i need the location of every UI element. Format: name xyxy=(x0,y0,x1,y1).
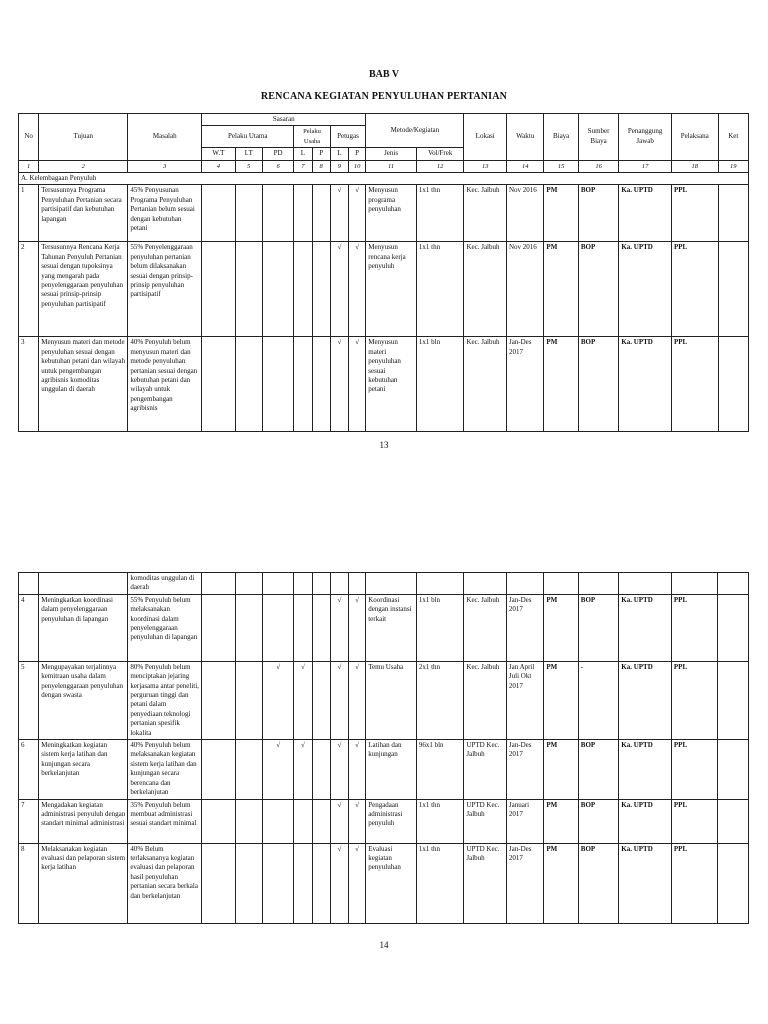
col-index: 10 xyxy=(348,160,365,172)
col-index: 5 xyxy=(235,160,262,172)
col-index: 18 xyxy=(671,160,718,172)
row-biaya: PM xyxy=(544,843,578,923)
row-biaya: PM xyxy=(544,242,578,337)
row-check-wt xyxy=(202,661,235,739)
row-biaya: PM xyxy=(544,337,578,432)
row-number: 1 xyxy=(19,185,39,242)
col-index: 12 xyxy=(416,160,464,172)
row-penanggung-jawab: Ka. UPTD xyxy=(619,185,672,242)
row-number: 4 xyxy=(19,594,39,661)
row-check-pd xyxy=(262,337,293,432)
row-pelaksana: PPL xyxy=(671,242,718,337)
row-check-l-usaha xyxy=(294,799,312,843)
row-waktu: Jan April Juli Okt 2017 xyxy=(506,661,543,739)
table-row xyxy=(19,661,749,739)
table-row xyxy=(19,843,749,923)
row-check-p-usaha xyxy=(312,185,330,242)
activity-plan-table-page-13 xyxy=(18,113,749,432)
header-lokasi: Lokasi xyxy=(464,114,507,161)
row-check-p-usaha xyxy=(312,740,330,799)
header-biaya: Biaya xyxy=(544,114,578,161)
table-row xyxy=(19,594,749,661)
row-pelaksana: PPL xyxy=(671,661,718,739)
chapter-heading: BAB V xyxy=(368,69,400,80)
row-ket xyxy=(718,242,748,337)
row-check-p-petugas: √ xyxy=(349,843,366,923)
header-it: I.T xyxy=(235,148,262,160)
section-heading: A. Kelembagaan Penyuluh xyxy=(19,173,749,185)
row-tujuan: Mengadakan kegiatan administrasi penyuluh dengan standart minimal administrasi xyxy=(39,799,128,843)
row-check-pd xyxy=(262,242,293,337)
row-volfrek: 1x1 thn xyxy=(416,799,464,843)
row-check-p-usaha xyxy=(312,594,330,661)
document-title: RENCANA KEGIATAN PENYULUHAN PERTANIAN xyxy=(260,91,508,102)
page-number: 13 xyxy=(379,440,389,450)
col-index: 13 xyxy=(464,160,507,172)
row-number: 3 xyxy=(19,337,39,432)
continuation-tujuan xyxy=(39,573,128,595)
header-pd: PD xyxy=(262,148,293,160)
row-check-l-usaha xyxy=(294,594,312,661)
row-pelaksana: PPL xyxy=(671,185,718,242)
row-volfrek: 1x1 thn xyxy=(416,843,464,923)
row-check-p-petugas: √ xyxy=(349,661,366,739)
row-penanggung-jawab: Ka. UPTD xyxy=(619,799,672,843)
row-ket xyxy=(718,594,749,661)
row-penanggung-jawab: Ka. UPTD xyxy=(619,661,672,739)
row-check-pd xyxy=(262,799,293,843)
row-number: 7 xyxy=(19,799,39,843)
row-lokasi: UPTD Kec. Jalbuh xyxy=(464,799,507,843)
row-pelaksana: PPL xyxy=(671,843,718,923)
row-sumber-biaya: BOP xyxy=(578,242,618,337)
col-index: 7 xyxy=(294,160,312,172)
row-masalah: 40% Belum terlaksananya kegiatan evaluasi dan pelaporan hasil penyuluhan pertanian secara berkala dan berkelanjutan xyxy=(128,843,202,923)
row-lokasi: Kec. Jalbuh xyxy=(464,242,507,337)
row-check-pd xyxy=(262,843,293,923)
row-volfrek: 1x1 bln xyxy=(416,594,464,661)
row-check-l-petugas: √ xyxy=(330,185,348,242)
row-check-l-usaha xyxy=(294,185,312,242)
row-sumber-biaya: BOP xyxy=(578,337,618,432)
row-masalah: 55% Penyuluh belum melaksanakan koordinasi dalam penyelenggaraan penyuluhan di lapangan xyxy=(128,594,202,661)
header-l-usaha: L xyxy=(294,148,312,160)
row-check-pd xyxy=(262,594,293,661)
row-tujuan: Meningkatkan koordinasi dalam penyelenggaraan penyuluhan di lapangan xyxy=(39,594,128,661)
row-masalah: 55% Penyelenggaraan penyuluhan pertanian belum dilaksanakan sesuai dengan prinsip-prinsip penyuluhan partisipatif xyxy=(128,242,202,337)
header-pelaku-utama: Pelaku Utama xyxy=(202,126,294,148)
row-pelaksana: PPL xyxy=(671,337,718,432)
row-lokasi: Kec. Jalbuh xyxy=(464,185,507,242)
row-number: 5 xyxy=(19,661,39,739)
row-check-wt xyxy=(202,242,235,337)
row-pelaksana: PPL xyxy=(671,594,718,661)
col-index: 19 xyxy=(718,160,748,172)
row-waktu: Nov 2016 xyxy=(506,185,543,242)
row-ket xyxy=(718,799,749,843)
row-check-l-petugas: √ xyxy=(330,242,348,337)
row-waktu: Januari 2017 xyxy=(506,799,543,843)
row-check-l-petugas: √ xyxy=(330,843,348,923)
row-check-it xyxy=(235,594,262,661)
row-check-p-usaha xyxy=(312,337,330,432)
row-check-wt xyxy=(202,185,235,242)
row-check-it xyxy=(235,242,262,337)
col-index: 4 xyxy=(202,160,235,172)
row-pelaksana: PPL xyxy=(671,740,718,799)
row-check-l-petugas: √ xyxy=(330,740,348,799)
header-p-usaha: P xyxy=(312,148,330,160)
row-lokasi: Kec. Jalbuh xyxy=(464,594,507,661)
row-check-p-petugas: √ xyxy=(348,185,365,242)
row-check-p-petugas: √ xyxy=(348,337,365,432)
header-sasaran: Sasaran xyxy=(202,114,366,126)
header-volfrek: Vol/Frek xyxy=(416,148,464,160)
col-index: 2 xyxy=(39,160,128,172)
row-check-p-petugas: √ xyxy=(349,799,366,843)
row-sumber-biaya: BOP xyxy=(578,740,618,799)
header-waktu: Waktu xyxy=(506,114,543,161)
header-no: No xyxy=(19,114,39,161)
row-check-l-usaha: √ xyxy=(294,740,312,799)
header-l-petugas: L xyxy=(330,148,348,160)
row-sumber-biaya: BOP xyxy=(578,799,618,843)
row-check-it xyxy=(235,799,262,843)
row-volfrek: 1x1 thn xyxy=(416,185,464,242)
row-jenis: Temu Usaha xyxy=(366,661,417,739)
table-row xyxy=(19,337,749,432)
col-index: 17 xyxy=(619,160,672,172)
row-lokasi: UPTD Kec. Jalbuh xyxy=(464,843,507,923)
table-row xyxy=(19,242,749,337)
row-check-wt xyxy=(202,740,235,799)
row-check-wt xyxy=(202,337,235,432)
row-penanggung-jawab: Ka. UPTD xyxy=(619,594,672,661)
row-check-it xyxy=(235,740,262,799)
row-check-l-petugas: √ xyxy=(330,661,348,739)
row-waktu: Jan-Des 2017 xyxy=(506,337,543,432)
row-volfrek: 2x1 thn xyxy=(416,661,464,739)
row-volfrek: 1x1 bln xyxy=(416,337,464,432)
header-petugas: Petugas xyxy=(330,126,366,148)
row-masalah: 35% Penyuluh belum membuat administrasi sesuai standart minimal xyxy=(128,799,202,843)
row-check-it xyxy=(235,185,262,242)
row-number: 8 xyxy=(19,843,39,923)
row-check-it xyxy=(235,661,262,739)
row-check-p-usaha xyxy=(312,799,330,843)
continuation-no xyxy=(19,573,39,595)
row-ket xyxy=(718,843,749,923)
row-biaya: PM xyxy=(544,740,578,799)
row-check-l-usaha xyxy=(294,337,312,432)
row-penanggung-jawab: Ka. UPTD xyxy=(619,740,672,799)
row-check-p-petugas: √ xyxy=(349,594,366,661)
row-check-p-usaha xyxy=(312,661,330,739)
row-number: 2 xyxy=(19,242,39,337)
row-check-l-usaha xyxy=(294,843,312,923)
header-masalah: Masalah xyxy=(128,114,202,161)
row-jenis: Pengadaan administrasi penyuluh xyxy=(366,799,417,843)
row-sumber-biaya: - xyxy=(578,661,618,739)
col-index: 9 xyxy=(330,160,348,172)
row-penanggung-jawab: Ka. UPTD xyxy=(619,337,672,432)
continuation-masalah: komoditas unggulan di daerah xyxy=(128,573,202,595)
row-masalah: 80% Penyuluh belum menciptakan jejaring kerjasama antar peneliti, perguruan tinggi dan petani dalam penyediaan teknologi pertanian spesifik lokalita xyxy=(128,661,202,739)
row-masalah: 40% Penyuluh belum menyusun materi dan metode penyuluhan pertanian sesuai dengan kebutuhan petani dan wilayah untuk pengembangan agribisnis xyxy=(128,337,202,432)
table-row xyxy=(19,799,749,843)
header-penanggung-jawab: Penanggung Jawab xyxy=(619,114,672,161)
row-jenis: Evaluasi kegiatan penyuluhan xyxy=(366,843,417,923)
row-sumber-biaya: BOP xyxy=(578,594,618,661)
row-pelaksana: PPL xyxy=(671,799,718,843)
row-tujuan: Mengupayakan terjalinnya kemitraan usaha dalam penyelenggaraan penyuluhan dengan swasta xyxy=(39,661,128,739)
row-tujuan: Meningkatkan kegiatan sistem kerja latihan dan kunjungan secara berkelanjutan xyxy=(39,740,128,799)
row-check-pd xyxy=(262,185,293,242)
row-number: 6 xyxy=(19,740,39,799)
row-check-l-petugas: √ xyxy=(330,799,348,843)
table-row xyxy=(19,740,749,799)
header-pelaksana: Pelaksana xyxy=(671,114,718,161)
row-check-it xyxy=(235,337,262,432)
row-check-it xyxy=(235,843,262,923)
header-tujuan: Tujuan xyxy=(39,114,128,161)
row-waktu: Nov 2016 xyxy=(506,242,543,337)
row-biaya: PM xyxy=(544,661,578,739)
activity-plan-table-page-14 xyxy=(18,572,749,924)
row-sumber-biaya: BOP xyxy=(578,185,618,242)
header-p-petugas: P xyxy=(348,148,365,160)
row-check-l-petugas: √ xyxy=(330,337,348,432)
row-check-pd: √ xyxy=(262,740,293,799)
row-ket xyxy=(718,185,748,242)
row-biaya: PM xyxy=(544,799,578,843)
row-check-l-usaha: √ xyxy=(294,661,312,739)
row-check-p-usaha xyxy=(312,242,330,337)
col-index: 11 xyxy=(366,160,417,172)
header-sumber-biaya: Sumber Biaya xyxy=(578,114,618,161)
table-row xyxy=(19,185,749,242)
row-jenis: Koordinasi dengan instansi terkait xyxy=(366,594,417,661)
row-check-wt xyxy=(202,843,235,923)
row-penanggung-jawab: Ka. UPTD xyxy=(619,843,672,923)
row-waktu: Jan-Des 2017 xyxy=(506,843,543,923)
row-biaya: PM xyxy=(544,185,578,242)
header-wt: W.T xyxy=(202,148,235,160)
row-check-l-usaha xyxy=(294,242,312,337)
row-tujuan: Tersusunnya Rencana Kerja Tahunan Penyuluh Pertanian sesuai dengan tupoksinya yang mengarah pada penyelenggaraan penyuluhan sesuai prinsip-prinsip penyuluhan partisipatif xyxy=(39,242,128,337)
row-lokasi: Kec. Jalbuh xyxy=(464,337,507,432)
row-waktu: Jan-Des 2017 xyxy=(506,594,543,661)
row-biaya: PM xyxy=(544,594,578,661)
row-ket xyxy=(718,661,749,739)
row-lokasi: Kec. Jalbuh xyxy=(464,661,507,739)
row-masalah: 40% Penyuluh belum melaksanakan kegiatan sistem kerja latihan dan kunjungan secara berencana dan berkelanjutan xyxy=(128,740,202,799)
row-volfrek: 1x1 thn xyxy=(416,242,464,337)
row-tujuan: Menyusun materi dan metode penyuluhan sesuai dengan kebutuhan petani dan wilayah untuk pengembangan agribisnis komoditas unggulan di daerah xyxy=(39,337,128,432)
row-ket xyxy=(718,337,748,432)
row-jenis: Latihan dan kunjungan xyxy=(366,740,417,799)
row-volfrek: 96x1 bln xyxy=(416,740,464,799)
row-check-p-petugas: √ xyxy=(348,242,365,337)
row-waktu: Jan-Des 2017 xyxy=(506,740,543,799)
col-index: 8 xyxy=(312,160,330,172)
col-index: 16 xyxy=(578,160,618,172)
header-jenis: Jenis xyxy=(366,148,417,160)
row-check-pd: √ xyxy=(262,661,293,739)
header-metode: Metode/Kegiatan xyxy=(366,114,464,148)
row-sumber-biaya: BOP xyxy=(578,843,618,923)
row-tujuan: Melaksanakan kegiatan evaluasi dan pelaporan sistem kerja latihan xyxy=(39,843,128,923)
row-tujuan: Tersusunnya Programa Penyuluhan Pertanian secara partisipatif dan kebutuhan lapangan xyxy=(39,185,128,242)
row-penanggung-jawab: Ka. UPTD xyxy=(619,242,672,337)
row-lokasi: UPTD Kec. Jalbuh xyxy=(464,740,507,799)
page-number: 14 xyxy=(379,940,389,950)
row-check-p-usaha xyxy=(312,843,330,923)
row-jenis: Menyusun programa penyuluhan xyxy=(366,185,417,242)
row-check-p-petugas: √ xyxy=(349,740,366,799)
col-index: 3 xyxy=(128,160,202,172)
col-index: 14 xyxy=(506,160,543,172)
header-ket: Ket xyxy=(718,114,748,161)
col-index: 1 xyxy=(19,160,39,172)
row-jenis: Menyusun rencana kerja penyuluh xyxy=(366,242,417,337)
row-ket xyxy=(718,740,749,799)
col-index: 6 xyxy=(262,160,293,172)
row-jenis: Menyusun materi penyuluhan sesuai kebutuhan petani xyxy=(366,337,417,432)
row-check-wt xyxy=(202,594,235,661)
row-check-l-petugas: √ xyxy=(330,594,348,661)
header-pelaku-usaha: Pelaku Usaha xyxy=(294,126,330,148)
col-index: 15 xyxy=(544,160,578,172)
row-masalah: 45% Penyusunan Programa Penyuluhan Pertanian belum sesuai dengan kebutuhan petani xyxy=(128,185,202,242)
row-check-wt xyxy=(202,799,235,843)
